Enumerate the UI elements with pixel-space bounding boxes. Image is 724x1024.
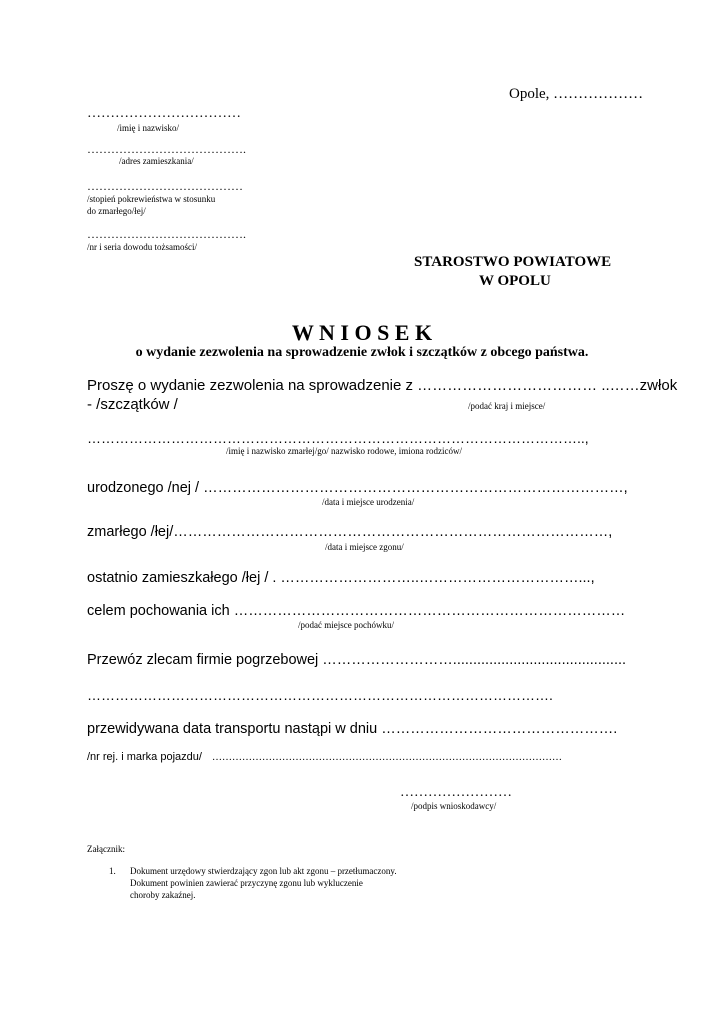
died-hint: /data i miejsce zgonu/ xyxy=(325,542,404,552)
page-title: W N I O S E K xyxy=(291,320,433,345)
attachment-line-3: choroby zakaźnej. xyxy=(130,890,196,900)
signature-dots: …………………… xyxy=(400,785,512,800)
attachment-line-2: Dokument powinien zawierać przyczynę zgonu lub wykluczenie xyxy=(130,878,363,888)
resided-line: ostatnio zamieszkałego /łej / . ………………………..……………………………..., xyxy=(87,570,595,586)
transport-date-line: przewidywana data transportu nastąpi w dniu …………………………………………. xyxy=(87,721,618,737)
attachment-number: 1. xyxy=(109,866,116,876)
burial-hint: /podać miejsce pochówku/ xyxy=(298,620,394,630)
applicant-name-label: /imię i nazwisko/ xyxy=(117,123,179,133)
signature-label: /podpis wnioskodawcy/ xyxy=(411,801,497,811)
deceased-line: …………………………………………………………………………………………….., xyxy=(87,430,589,446)
transport-line: Przewóz zlecam firmie pogrzebowej ………………………........................................... xyxy=(87,652,627,668)
applicant-name-dots: …………………………… xyxy=(87,106,241,121)
born-hint: /data i miejsce urodzenia/ xyxy=(322,497,415,507)
recipient-line-1: STAROSTWO POWIATOWE xyxy=(414,254,612,270)
recipient-line-2: W OPOLU xyxy=(479,273,551,289)
deceased-hint: /imię i nazwisko zmarłej/go/ nazwisko rodowe, imiona rodziców/ xyxy=(226,446,462,456)
vehicle-dots: …………………………………………………………………………………………… xyxy=(212,752,562,763)
page-subtitle: o wydanie zezwolenia na sprowadzenie zwłok i szczątków z obcego państwa. xyxy=(135,345,589,360)
transport-continuation: ………………………………………………………………………………………. xyxy=(87,687,553,703)
vehicle-label: /nr rej. i marka pojazdu/ xyxy=(87,751,202,763)
applicant-address-dots: …………………………………. xyxy=(87,142,246,156)
request-line-2: - /szczątków / xyxy=(87,396,178,413)
attachments-heading: Załącznik: xyxy=(87,844,125,854)
burial-line: celem pochowania ich ……………………………………………………………………… xyxy=(87,603,626,619)
attachment-line-1: Dokument urzędowy stwierdzający zgon lub akt zgonu – przetłumaczony. xyxy=(130,866,397,876)
applicant-relation-label-2: do zmarłego/łej/ xyxy=(87,206,146,216)
request-hint: /podać kraj i miejsce/ xyxy=(468,401,546,411)
request-line-1: Proszę o wydanie zezwolenia na sprowadzenie z ……………………………… ..……zwłok xyxy=(87,377,678,394)
place-date: Opole, ……………… xyxy=(509,86,644,102)
applicant-id-label: /nr i seria dowodu tożsamości/ xyxy=(87,242,197,252)
applicant-relation-label-1: /stopień pokrewieństwa w stosunku xyxy=(87,194,216,204)
applicant-id-dots: …………………………………. xyxy=(87,227,246,241)
applicant-address-label: /adres zamieszkania/ xyxy=(119,156,194,166)
born-line: urodzonego /nej / ……………………………………………………………………………, xyxy=(87,480,628,496)
applicant-relation-dots: ………………………………… xyxy=(87,179,243,193)
died-line: zmarłego /łej/………………………………………………………………………………, xyxy=(87,524,613,540)
